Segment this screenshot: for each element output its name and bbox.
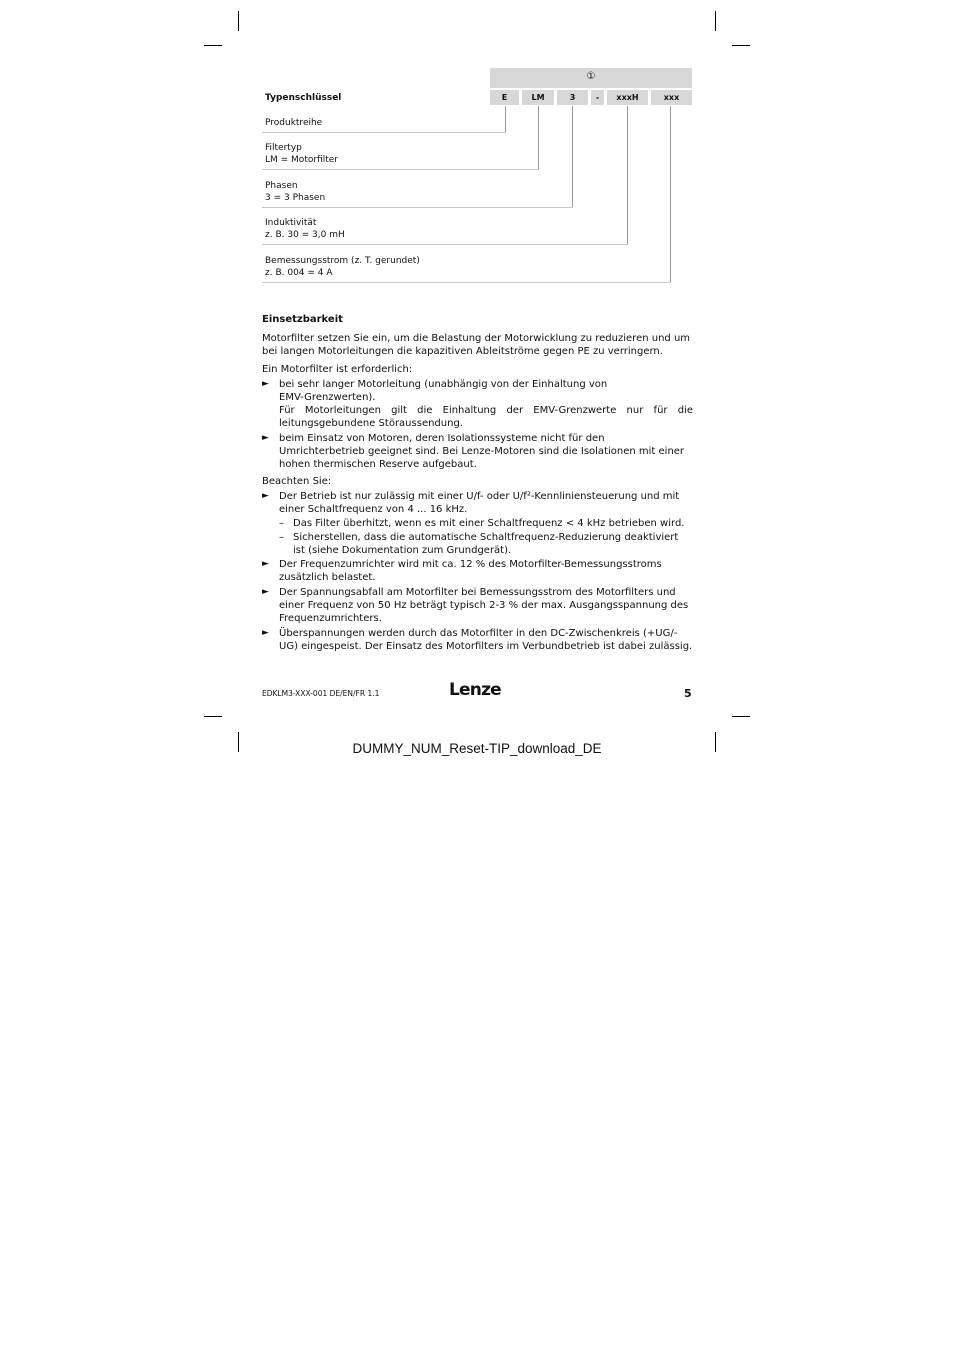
bullet-arrow-icon: ► xyxy=(262,379,269,389)
row-divider xyxy=(262,207,573,208)
typecode-row-induktivitaet: Induktivität z. B. 30 = 3,0 mH xyxy=(265,218,345,240)
typecode-title: Typenschlüssel xyxy=(265,93,342,103)
crop-mark xyxy=(732,45,750,46)
typecode-segment-e: E xyxy=(490,90,519,105)
bullet-arrow-icon: ► xyxy=(262,433,269,443)
intro-paragraph: Motorfilter setzen Sie ein, um die Belastung der Motorwicklung zu reduzieren und um bei langen Motorleitungen die kapazitiven Ableitströme gegen PE zu verringern. xyxy=(262,333,691,357)
dummy-label: DUMMY_NUM_Reset-TIP_download_DE xyxy=(352,741,602,756)
typecode-segment-3: 3 xyxy=(557,90,588,105)
crop-mark xyxy=(715,11,716,31)
typecode-row-phasen: Phasen 3 = 3 Phasen xyxy=(265,181,326,203)
typecode-segment-dash: - xyxy=(591,90,604,105)
typecode-segment-lm: LM xyxy=(522,90,554,105)
page-number: 5 xyxy=(684,687,692,700)
sub-list-item: – Sicherstellen, dass die automatische Schaltfrequenz-Reduzierung deaktiviert ist (siehe Dokumentation zum Grundgerät). xyxy=(279,532,679,556)
bullet-arrow-icon: ► xyxy=(262,628,269,638)
typecode-header xyxy=(490,68,692,88)
list-item: ► bei sehr langer Motorleitung (unabhängig von der Einhaltung von EMV-Grenzwerten). Für Motorleitungen gilt die Einhaltung der EMV-Grenzwerte nur für die leitungsgebundene Störaussendung. xyxy=(262,379,693,429)
row-divider xyxy=(262,282,671,283)
connector-line xyxy=(670,106,671,282)
row-divider xyxy=(262,132,506,133)
list-item: ► beim Einsatz von Motoren, deren Isolationssysteme nicht für den Umrichterbetrieb geeignet sind. Bei Lenze-Motoren sind die Isolationen mit einer hohen thermischen Reserve aufgebaut. xyxy=(262,433,685,470)
list-item: ► Der Spannungsabfall am Motorfilter bei Bemessungsstrom des Motorfilters und einer Frequenz von 50 Hz beträgt typisch 2-3 % der max. Ausgangsspannung des Frequenzumrichters. xyxy=(262,587,689,624)
connector-line xyxy=(572,106,573,207)
list-item: ► Der Betrieb ist nur zulässig mit einer U/f- oder U/f²-Kennliniensteuerung und mit einer Schaltfrequenz von 4 ... 16 kHz. xyxy=(262,491,680,515)
bullet-arrow-icon: ► xyxy=(262,559,269,569)
typecode-row-produktreihe: Produktreihe xyxy=(265,118,323,128)
dash-marker: – xyxy=(279,532,284,543)
connector-line xyxy=(505,106,506,132)
section-heading: Einsetzbarkeit xyxy=(262,314,343,325)
bullet-arrow-icon: ► xyxy=(262,587,269,597)
typecode-segment-xxxh: xxxH xyxy=(607,90,648,105)
sub-list-item: – Das Filter überhitzt, wenn es mit einer Schaltfrequenz < 4 kHz betrieben wird. xyxy=(279,518,685,529)
list-item: ► Überspannungen werden durch das Motorfilter in den DC-Zwischenkreis (+UG/-UG) eingespeist. Der Einsatz des Motorfilters im Verbundbetrieb ist dabei zulässig. xyxy=(262,628,693,652)
bullet-arrow-icon: ► xyxy=(262,491,269,501)
typecode-row-bemessungsstrom: Bemessungsstrom (z. T. gerundet) z. B. 004 = 4 A xyxy=(265,256,420,278)
connector-line xyxy=(538,106,539,170)
crop-mark xyxy=(238,11,239,31)
typecode-segment-xxx: xxx xyxy=(651,90,692,105)
lenze-logo: Lenze xyxy=(449,680,501,700)
dash-marker: – xyxy=(279,518,284,529)
notes-label: Beachten Sie: xyxy=(262,476,332,487)
typecode-row-filtertyp: Filtertyp LM = Motorfilter xyxy=(265,143,338,165)
list-item: ► Der Frequenzumrichter wird mit ca. 12 % des Motorfilter-Bemessungsstroms zusätzlich belastet. xyxy=(262,559,662,583)
document-id: EDKLM3-XXX-001 DE/EN/FR 1.1 xyxy=(262,689,380,698)
row-divider xyxy=(262,169,539,170)
crop-mark xyxy=(204,45,222,46)
crop-mark xyxy=(732,716,750,717)
circled-one-marker: ① xyxy=(586,71,596,82)
required-label: Ein Motorfilter ist erforderlich: xyxy=(262,364,413,375)
connector-line xyxy=(627,106,628,244)
crop-mark xyxy=(204,716,222,717)
row-divider xyxy=(262,244,628,245)
